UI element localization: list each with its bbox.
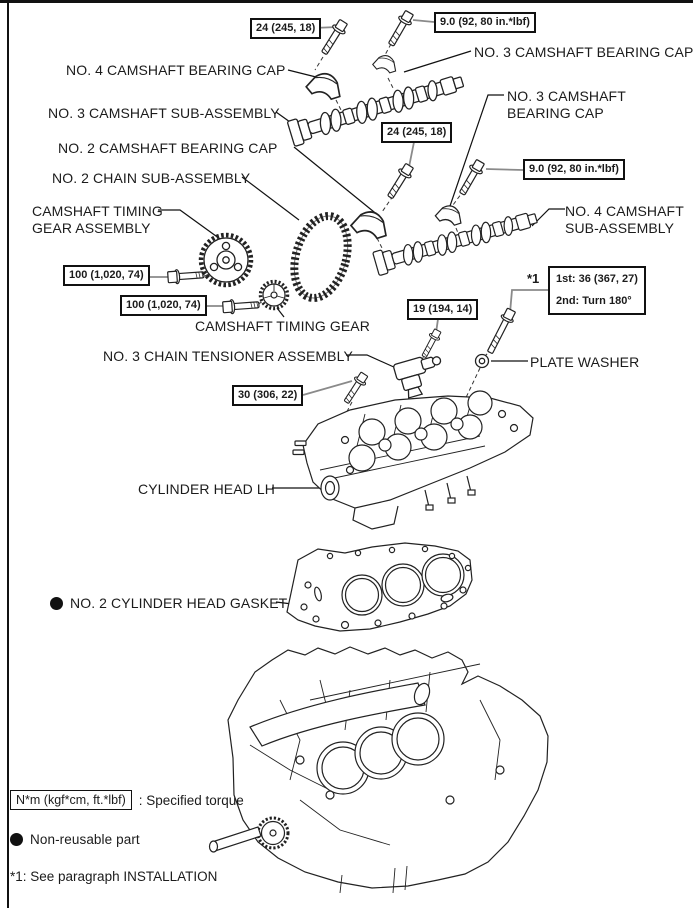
torque-spec-box-24-mid: 24 (245, 18) [381,122,452,143]
label-line: SUB-ASSEMBLY [565,220,675,236]
label-no2-chain-sub-assembly: NO. 2 CHAIN SUB-ASSEMBLY [52,170,251,186]
cylinder-head-drawing [293,391,533,529]
torque-spec-box-100-b: 100 (1,020, 74) [120,295,207,316]
label-camshaft-timing-gear: CAMSHAFT TIMING GEAR [195,318,370,334]
tightening-sequence-box [548,266,646,315]
head-bolt-long [484,307,517,355]
no2-bearing-cap-drawing [350,207,392,240]
torque-unit-box: N*m (kgf*cm, ft.*lbf) [10,790,132,810]
torque-spec-box-24-top: 24 (245, 18) [250,18,321,39]
chain-tensioner-drawing [393,352,448,400]
non-reusable-icon [10,833,23,846]
sequence-step-2: 2nd: Turn 180° [556,295,632,307]
label-no2-camshaft-bearing-cap: NO. 2 CAMSHAFT BEARING CAP [58,140,278,156]
torque-unit-desc: : Specified torque [138,792,244,808]
bolt-100-a [168,268,205,284]
label-no3-chain-tensioner-assembly: NO. 3 CHAIN TENSIONER ASSEMBLY [103,348,353,364]
label-line: BEARING CAP [507,105,604,121]
label-line: GEAR ASSEMBLY [32,220,151,236]
label-no4-camshaft-bearing-cap: NO. 4 CAMSHAFT BEARING CAP [66,62,286,78]
timing-gear-drawing [261,282,288,309]
bolt-24-top [318,18,349,57]
sequence-step-1: 1st: 36 (367, 27) [556,273,638,285]
label-no3-camshaft-bearing-cap-b [507,88,626,122]
legend-specified-torque [10,790,244,810]
label-line: NO. 2 CYLINDER HEAD GASKET [70,595,288,611]
label-line: NO. 4 CAMSHAFT [565,203,684,219]
bolt-9-mid [456,158,487,197]
engine-block-drawing [210,647,549,893]
torque-spec-box-19: 19 (194, 14) [407,299,478,320]
torque-spec-box-30: 30 (306, 22) [232,385,303,406]
label-line: CAMSHAFT TIMING [32,203,163,219]
label-no3-camshaft-bearing-cap-a: NO. 3 CAMSHAFT BEARING CAP [474,44,693,60]
non-reusable-icon [50,597,63,610]
torque-spec-box-100-a: 100 (1,020, 74) [63,265,150,286]
label-no4-camshaft-sub-assembly [565,203,684,237]
bolt-19 [419,328,443,359]
legend-footnote: *1: See paragraph INSTALLATION [10,869,218,884]
label-cylinder-head-lh: CYLINDER HEAD LH [138,481,275,497]
label-seq-ref: *1 [527,271,540,286]
no3-bearing-cap-a-drawing [372,53,399,75]
torque-spec-box-9-top: 9.0 (92, 80 in.*lbf) [434,12,536,33]
bolt-100-b [223,298,260,314]
label-camshaft-timing-gear-assembly [32,203,163,237]
timing-gear-assembly-drawing [201,235,251,285]
label-plate-washer: PLATE WASHER [530,354,640,370]
legend-non-reusable-text: Non-reusable part [30,832,140,847]
no4-bearing-cap-drawing [305,69,345,101]
head-gasket-drawing [287,543,472,631]
label-no2-cylinder-head-gasket [50,595,287,612]
label-line: NO. 3 CAMSHAFT [507,88,626,104]
no3-bearing-cap-b-drawing [434,203,464,227]
no2-chain-drawing [285,210,356,305]
bolt-30 [341,371,370,406]
legend-non-reusable [10,831,140,848]
bolt-9-top [385,9,416,48]
bolt-24-mid [384,162,415,201]
plate-washer-drawing [476,355,489,368]
label-no3-camshaft-sub-assembly: NO. 3 CAMSHAFT SUB-ASSEMBLY [48,105,280,121]
torque-spec-box-9-mid: 9.0 (92, 80 in.*lbf) [523,159,625,180]
